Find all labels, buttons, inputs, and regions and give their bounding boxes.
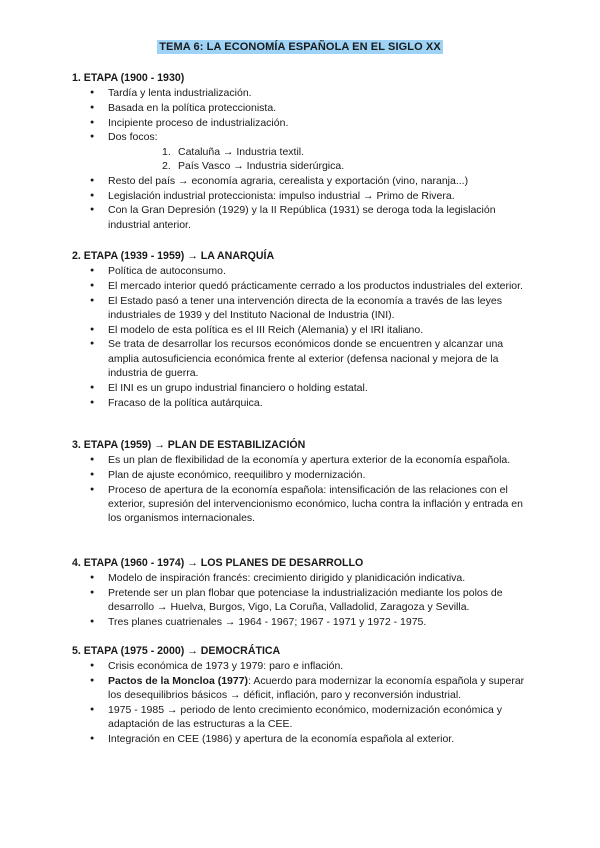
numbered-sublist bbox=[108, 145, 532, 174]
section-5 bbox=[72, 644, 532, 747]
list-item: ● Pactos de la Moncloa (1977): Acuerdo para modernizar la economía española y superar los desequilibrios básicos → déficit, inflación, paro y reconversión industrial. bbox=[72, 674, 532, 703]
list-item: ● El mercado interior quedó prácticamente cerrado a los productos industriales del exterior. bbox=[72, 279, 532, 293]
section-3 bbox=[72, 438, 532, 526]
sublist-text: País Vasco → Industria siderúrgica. bbox=[178, 159, 345, 172]
bold-lead: Pactos de la Moncloa (1977) bbox=[108, 674, 249, 687]
list-item: ● Basada en la política proteccionista. bbox=[72, 101, 532, 115]
list-item: ● El modelo de esta política es el III Reich (Alemania) y el IRI italiano. bbox=[72, 323, 532, 337]
list-item: ● Es un plan de flexibilidad de la economía y apertura exterior de la economía española. bbox=[72, 453, 532, 467]
bullet-list bbox=[72, 264, 532, 410]
list-item: ● Con la Gran Depresión (1929) y la II República (1931) se deroga toda la legislación industrial anterior. bbox=[72, 203, 532, 232]
bullet-list bbox=[72, 86, 532, 232]
sublist-item bbox=[108, 159, 532, 173]
list-item: ● El Estado pasó a tener una intervención directa de la economía a través de las leyes industriales de 1939 y del Instituto Nacional de Industria (INI). bbox=[72, 294, 532, 323]
sublist-text: Cataluña → Industria textil. bbox=[178, 145, 305, 158]
section-heading: 5. ETAPA (1975 - 2000) → DEMOCRÁTICA bbox=[72, 645, 281, 657]
list-item-text: Dos focos: bbox=[108, 131, 158, 144]
list-item: ● Tres planes cuatrienales → 1964 - 1967; 1967 - 1971 y 1972 - 1975. bbox=[72, 615, 532, 629]
list-item: ● Pretende ser un plan flobar que potenciase la industrialización mediante los polos de desarrollo → Huelva, Burgos, Vigo, La Coruña, Valladolid, Zaragoza y Sevilla. bbox=[72, 586, 532, 615]
section-heading: 4. ETAPA (1960 - 1974) → LOS PLANES DE DESARROLLO bbox=[72, 557, 364, 569]
list-item-text: Acuerdo para modernizar la economía española y superar los desequilibrios básicos → déficit, inflación, paro y reconversión industrial. bbox=[108, 674, 525, 702]
list-item bbox=[72, 130, 532, 173]
section-2 bbox=[72, 249, 532, 410]
section-heading: 3. ETAPA (1959) → PLAN DE ESTABILIZACIÓN bbox=[72, 439, 306, 451]
section-1 bbox=[72, 71, 532, 232]
bullet-list bbox=[72, 453, 532, 525]
list-item: ● Proceso de apertura de la economía española: intensificación de las relaciones con el exterior, supresión del intervencionismo económico, lucha contra la inflación y entrada en los organismos internacionales. bbox=[72, 483, 532, 526]
list-item: ● Resto del país → economía agraria, cerealista y exportación (vino, naranja...) bbox=[72, 174, 532, 188]
sublist-number: 1. bbox=[162, 145, 171, 158]
list-item: ● Modelo de inspiración francés: crecimiento dirigido y planidicación indicativa. bbox=[72, 571, 532, 585]
section-heading: 1. ETAPA (1900 - 1930) bbox=[72, 72, 185, 84]
sublist-item bbox=[108, 145, 532, 159]
list-item: ● Legislación industrial proteccionista: impulso industrial → Primo de Rivera. bbox=[72, 189, 532, 203]
sublist-number: 2. bbox=[162, 159, 171, 172]
list-item: ● Plan de ajuste económico, reequilibro y modernización. bbox=[72, 468, 532, 482]
title-wrapper bbox=[0, 37, 600, 55]
bullet-list bbox=[72, 659, 532, 746]
document-title: TEMA 6: LA ECONOMÍA ESPAÑOLA EN EL SIGLO XX bbox=[159, 41, 441, 53]
list-item: ● Política de autoconsumo. bbox=[72, 264, 532, 278]
list-item: ● Se trata de desarrollar los recursos económicos donde se encuentren y alcanzar una amplia autosuficiencia económica frente al exterior (defensa nacional y mejora de la industria de guerra. bbox=[72, 337, 532, 380]
list-item: ● El INI es un grupo industrial financiero o holding estatal. bbox=[72, 381, 532, 395]
bullet-list bbox=[72, 571, 532, 629]
section-4 bbox=[72, 556, 532, 630]
list-item: ● Fracaso de la política autárquica. bbox=[72, 396, 532, 410]
list-item: ● Crisis económica de 1973 y 1979: paro e inflación. bbox=[72, 659, 532, 673]
list-item: ● 1975 - 1985 → periodo de lento crecimiento económico, modernización económica y adaptación de las estructuras a la CEE. bbox=[72, 703, 532, 732]
list-item: ● Tardía y lenta industrialización. bbox=[72, 86, 532, 100]
list-item: ● Integración en CEE (1986) y apertura de la economía española al exterior. bbox=[72, 732, 532, 746]
section-heading: 2. ETAPA (1939 - 1959) → LA ANARQUÍA bbox=[72, 250, 275, 262]
list-item: ● Incipiente proceso de industrialización. bbox=[72, 116, 532, 130]
